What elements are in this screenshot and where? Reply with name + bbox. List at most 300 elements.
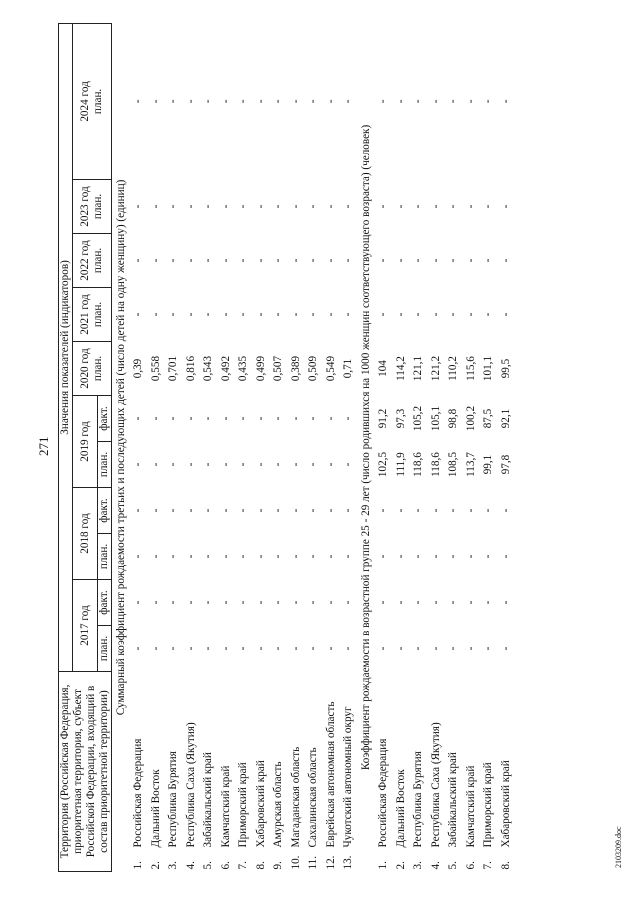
value-cell: 113,7 [464, 452, 477, 477]
value-cell: - [412, 646, 425, 651]
value-cell: - [289, 312, 302, 317]
value-cell: - [482, 204, 495, 209]
rotated-sheet [58, 24, 618, 872]
territory-name: Приморский край [237, 762, 250, 848]
table-row [200, 23, 218, 871]
year-header: 2020 год план. [73, 342, 112, 396]
value-cell: - [377, 99, 390, 104]
value-cell: - [429, 312, 442, 317]
value-cell: - [272, 258, 285, 263]
table-row [305, 23, 323, 871]
plan-header: план. [98, 442, 112, 488]
value-cell: - [272, 416, 285, 421]
value-cell: 0,558 [149, 355, 162, 382]
row-number: 5. [202, 861, 215, 870]
territory-header: Территория (Российская Федерация, приоритетная территория, субъект Российской Федерации, входящий в состав приоритетной территории) [59, 672, 112, 872]
value-cell: - [202, 646, 215, 651]
value-cell: - [237, 554, 250, 559]
row-number: 13. [342, 855, 355, 870]
value-cell: - [499, 204, 512, 209]
row-number: 1. [132, 861, 145, 870]
value-cell: - [324, 600, 337, 605]
territory-name: Сахалинская область [307, 747, 320, 848]
value-cell: - [219, 204, 232, 209]
value-cell: - [132, 258, 145, 263]
territory-name: Республика Саха (Якутия) [184, 722, 197, 848]
value-cell: - [289, 204, 302, 209]
value-cell: - [482, 258, 495, 263]
value-cell: - [202, 554, 215, 559]
value-cell: 97,3 [394, 408, 407, 429]
row-number: 3. [412, 861, 425, 870]
value-cell: - [464, 312, 477, 317]
value-cell: - [289, 600, 302, 605]
table-row [252, 23, 270, 871]
value-cell: 118,6 [429, 452, 442, 477]
row-number: 8. [254, 861, 267, 870]
value-cell: 0,507 [272, 355, 285, 382]
value-cell: - [289, 99, 302, 104]
fact-header: факт. [98, 580, 112, 626]
value-cell: - [429, 258, 442, 263]
table-row [235, 23, 253, 871]
value-cell: - [342, 508, 355, 513]
value-cell: - [202, 508, 215, 513]
value-cell: - [254, 600, 267, 605]
value-cell: - [412, 508, 425, 513]
value-cell: - [219, 646, 232, 651]
value-cell: - [464, 554, 477, 559]
value-cell: 87,5 [482, 408, 495, 429]
value-cell: - [447, 508, 460, 513]
territory-name: Магаданская область [289, 746, 302, 848]
value-cell: - [289, 462, 302, 467]
value-cell: - [447, 600, 460, 605]
table-row [270, 23, 288, 871]
value-cell: - [254, 462, 267, 467]
value-cell: - [289, 416, 302, 421]
value-cell: - [219, 462, 232, 467]
value-cell: - [412, 600, 425, 605]
value-cell: - [394, 646, 407, 651]
value-cell: - [184, 508, 197, 513]
value-cell: 0,701 [167, 355, 180, 382]
value-cell: - [167, 312, 180, 317]
value-cell: 0,435 [237, 355, 250, 382]
value-cell: - [307, 508, 320, 513]
row-number: 11. [307, 855, 320, 870]
value-cell: - [324, 646, 337, 651]
value-cell: - [429, 646, 442, 651]
row-number: 4. [429, 861, 442, 870]
value-cell: - [254, 646, 267, 651]
value-cell: - [307, 416, 320, 421]
value-cell: - [499, 600, 512, 605]
value-cell: 121,1 [412, 355, 425, 382]
table-row [427, 23, 445, 871]
year-header: 2024 год план. [73, 23, 112, 179]
value-cell: - [132, 204, 145, 209]
value-cell: - [412, 99, 425, 104]
value-cell: - [499, 99, 512, 104]
value-cell: - [394, 600, 407, 605]
value-cell: - [167, 462, 180, 467]
value-cell: - [167, 99, 180, 104]
table-row [445, 23, 463, 871]
row-number: 1. [377, 861, 390, 870]
row-number: 2. [149, 861, 162, 870]
value-cell: - [254, 416, 267, 421]
value-cell: - [167, 600, 180, 605]
value-cell: - [447, 554, 460, 559]
value-cell: - [184, 554, 197, 559]
territory-name: Дальний Восток [394, 769, 407, 848]
year-header: 2018 год [73, 488, 98, 580]
value-cell: - [482, 600, 495, 605]
section-title-row [112, 23, 130, 871]
value-cell: - [394, 312, 407, 317]
value-cell: - [184, 204, 197, 209]
value-cell: - [272, 554, 285, 559]
value-cell: - [307, 204, 320, 209]
value-cell: - [324, 554, 337, 559]
value-cell: 97,8 [499, 454, 512, 475]
value-cell: - [447, 204, 460, 209]
table-header [59, 23, 112, 871]
territory-name: Приморский край [482, 762, 495, 848]
value-cell: - [499, 554, 512, 559]
territory-name: Республика Бурятия [412, 751, 425, 848]
value-cell: - [237, 462, 250, 467]
value-cell: - [342, 204, 355, 209]
value-cell: - [342, 99, 355, 104]
value-cell: - [237, 258, 250, 263]
value-cell: 0,816 [184, 355, 197, 382]
territory-name: Республика Саха (Якутия) [429, 722, 442, 848]
value-cell: - [394, 508, 407, 513]
table-row [182, 23, 200, 871]
value-cell: - [237, 204, 250, 209]
value-cell: - [237, 99, 250, 104]
year-header: 2017 год [73, 580, 98, 672]
value-cell: - [149, 258, 162, 263]
value-cell: - [464, 600, 477, 605]
value-cell: - [219, 600, 232, 605]
value-cell: - [289, 508, 302, 513]
value-cell: - [202, 258, 215, 263]
value-cell: - [412, 554, 425, 559]
fact-header: факт. [98, 396, 112, 442]
value-cell: - [377, 646, 390, 651]
table-row [147, 23, 165, 871]
value-cell: - [447, 312, 460, 317]
value-cell: - [167, 508, 180, 513]
value-cell: - [324, 99, 337, 104]
value-cell: - [132, 462, 145, 467]
value-cell: 118,6 [412, 452, 425, 477]
value-cell: - [219, 416, 232, 421]
value-cell: - [149, 508, 162, 513]
territory-name: Чукотский автономный округ [342, 706, 355, 848]
value-cell: 115,6 [464, 356, 477, 381]
row-number: 9. [272, 861, 285, 870]
value-cell: - [342, 554, 355, 559]
value-cell: - [219, 99, 232, 104]
value-cell: - [184, 462, 197, 467]
value-cell: - [132, 554, 145, 559]
territory-name: Еврейская автономная область [324, 701, 337, 848]
row-number: 10. [289, 855, 302, 870]
row-number: 5. [447, 861, 460, 870]
value-cell: - [289, 554, 302, 559]
value-cell: - [272, 204, 285, 209]
value-cell: 105,1 [429, 405, 442, 432]
value-cell: - [219, 258, 232, 263]
value-cell: - [184, 416, 197, 421]
value-cell: - [149, 600, 162, 605]
value-cell: - [499, 646, 512, 651]
value-cell: 0,492 [219, 355, 232, 382]
value-cell: - [307, 554, 320, 559]
value-cell: - [429, 554, 442, 559]
value-cell: - [184, 646, 197, 651]
value-cell: 91,2 [377, 408, 390, 429]
value-cell: 99,5 [499, 358, 512, 379]
value-cell: - [184, 312, 197, 317]
value-cell: - [464, 258, 477, 263]
value-cell: - [149, 204, 162, 209]
territory-name: Камчатский край [219, 765, 232, 848]
value-cell: - [499, 258, 512, 263]
territory-name: Забайкальский край [447, 752, 460, 848]
value-cell: - [254, 312, 267, 317]
value-cell: - [482, 554, 495, 559]
value-cell: - [342, 258, 355, 263]
table-row [340, 23, 358, 871]
territory-name: Хабаровский край [499, 760, 512, 848]
value-cell: - [429, 600, 442, 605]
value-cell: - [429, 204, 442, 209]
value-cell: - [184, 99, 197, 104]
value-cell: - [464, 508, 477, 513]
value-cell: - [202, 312, 215, 317]
value-cell: - [219, 508, 232, 513]
value-cell: - [447, 258, 460, 263]
value-cell: - [307, 600, 320, 605]
plan-header: план. [98, 626, 112, 672]
value-cell: - [394, 554, 407, 559]
table-row [410, 23, 428, 871]
value-cell: 108,5 [447, 451, 460, 478]
territory-name: Забайкальский край [202, 752, 215, 848]
value-cell: - [167, 204, 180, 209]
table-row [322, 23, 340, 871]
year-header: 2021 год план. [73, 288, 112, 342]
value-cell: - [464, 204, 477, 209]
value-cell: - [307, 462, 320, 467]
value-cell: - [307, 646, 320, 651]
territory-name: Хабаровский край [254, 760, 267, 848]
value-cell: - [412, 312, 425, 317]
indicators-header: Значения показателей (индикаторов) [59, 23, 73, 671]
plan-header: план. [98, 534, 112, 580]
value-cell: - [149, 312, 162, 317]
value-cell: 104 [377, 360, 390, 377]
value-cell: - [429, 508, 442, 513]
territory-name: Дальний Восток [149, 769, 162, 848]
territory-name: Камчатский край [464, 765, 477, 848]
value-cell: 0,543 [202, 355, 215, 382]
value-cell: - [272, 600, 285, 605]
value-cell: - [377, 312, 390, 317]
row-number: 6. [219, 861, 232, 870]
value-cell: - [377, 600, 390, 605]
value-cell: - [482, 508, 495, 513]
value-cell: - [272, 312, 285, 317]
value-cell: - [499, 508, 512, 513]
value-cell: - [289, 258, 302, 263]
value-cell: - [202, 99, 215, 104]
value-cell: - [464, 646, 477, 651]
value-cell: - [149, 554, 162, 559]
value-cell: - [324, 462, 337, 467]
value-cell: - [149, 646, 162, 651]
value-cell: - [342, 416, 355, 421]
table-row [480, 23, 498, 871]
row-number: 2. [394, 861, 407, 870]
value-cell: - [237, 646, 250, 651]
fact-header: факт. [98, 488, 112, 534]
value-cell: - [324, 416, 337, 421]
value-cell: - [377, 554, 390, 559]
value-cell: 105,2 [412, 405, 425, 432]
value-cell: - [429, 99, 442, 104]
value-cell: 0,389 [289, 355, 302, 382]
row-number: 12. [324, 855, 337, 870]
table-row [497, 23, 515, 871]
value-cell: - [482, 646, 495, 651]
territory-name: Российская Федерация [132, 738, 145, 848]
value-cell: 111,9 [394, 452, 407, 477]
table-row [287, 23, 305, 871]
value-cell: - [412, 258, 425, 263]
indicator-table [58, 23, 515, 872]
value-cell: - [394, 99, 407, 104]
value-cell: - [324, 258, 337, 263]
section-title: Коэффициент рождаемости в возрастной группе 25 - 29 лет (число родившихся на 1000 женщин соответствующего возраста) (человек) [359, 124, 372, 771]
value-cell: - [132, 508, 145, 513]
value-cell: - [132, 416, 145, 421]
value-cell: - [272, 646, 285, 651]
value-cell: - [184, 600, 197, 605]
value-cell: - [237, 508, 250, 513]
year-header: 2023 год план. [73, 180, 112, 234]
row-number: 4. [184, 861, 197, 870]
value-cell: - [447, 99, 460, 104]
value-cell: - [149, 99, 162, 104]
value-cell: - [342, 312, 355, 317]
table-row [392, 23, 410, 871]
value-cell: - [237, 312, 250, 317]
value-cell: - [394, 204, 407, 209]
value-cell: - [307, 258, 320, 263]
value-cell: - [202, 600, 215, 605]
territory-name: Российская Федерация [377, 738, 390, 848]
page-number: 271 [36, 436, 51, 456]
value-cell: - [272, 508, 285, 513]
territory-name: Республика Бурятия [167, 751, 180, 848]
value-cell: - [324, 312, 337, 317]
value-cell: - [464, 99, 477, 104]
section-title: Суммарный коэффициент рождаемости третьих и последующих детей (число детей на одну женщину) (единиц) [114, 179, 127, 716]
value-cell: - [219, 312, 232, 317]
value-cell: - [132, 600, 145, 605]
year-header: 2019 год [73, 396, 98, 488]
row-number: 3. [167, 861, 180, 870]
table-row [130, 23, 148, 871]
value-cell: - [167, 258, 180, 263]
value-cell: - [149, 416, 162, 421]
value-cell: 0,509 [307, 355, 320, 382]
file-footer: 2103209.doc [614, 826, 623, 868]
value-cell: - [237, 416, 250, 421]
value-cell: - [167, 416, 180, 421]
value-cell: - [342, 646, 355, 651]
value-cell: - [499, 312, 512, 317]
value-cell: - [289, 646, 302, 651]
value-cell: 0,71 [342, 358, 355, 379]
value-cell: 101,1 [482, 355, 495, 382]
value-cell: - [482, 99, 495, 104]
value-cell: - [184, 258, 197, 263]
value-cell: - [254, 204, 267, 209]
value-cell: - [307, 312, 320, 317]
row-number: 8. [499, 861, 512, 870]
value-cell: 100,2 [464, 405, 477, 432]
value-cell: - [167, 554, 180, 559]
value-cell: - [132, 99, 145, 104]
value-cell: 110,2 [447, 356, 460, 381]
value-cell: - [324, 508, 337, 513]
value-cell: - [482, 312, 495, 317]
row-number: 6. [464, 861, 477, 870]
value-cell: - [167, 646, 180, 651]
value-cell: - [254, 554, 267, 559]
value-cell: 121,2 [429, 355, 442, 382]
table-row [462, 23, 480, 871]
value-cell: - [377, 258, 390, 263]
table-body [112, 23, 515, 871]
value-cell: 0,39 [132, 358, 145, 379]
value-cell: - [412, 204, 425, 209]
value-cell: 98,8 [447, 408, 460, 429]
table-row [375, 23, 393, 871]
value-cell: - [377, 508, 390, 513]
value-cell: - [394, 258, 407, 263]
value-cell: - [254, 258, 267, 263]
value-cell: - [202, 416, 215, 421]
value-cell: - [254, 508, 267, 513]
value-cell: - [377, 204, 390, 209]
value-cell: - [272, 99, 285, 104]
value-cell: - [447, 646, 460, 651]
value-cell: - [132, 646, 145, 651]
row-number: 7. [237, 861, 250, 870]
value-cell: - [202, 462, 215, 467]
value-cell: - [254, 99, 267, 104]
value-cell: - [342, 600, 355, 605]
value-cell: 0,549 [324, 355, 337, 382]
